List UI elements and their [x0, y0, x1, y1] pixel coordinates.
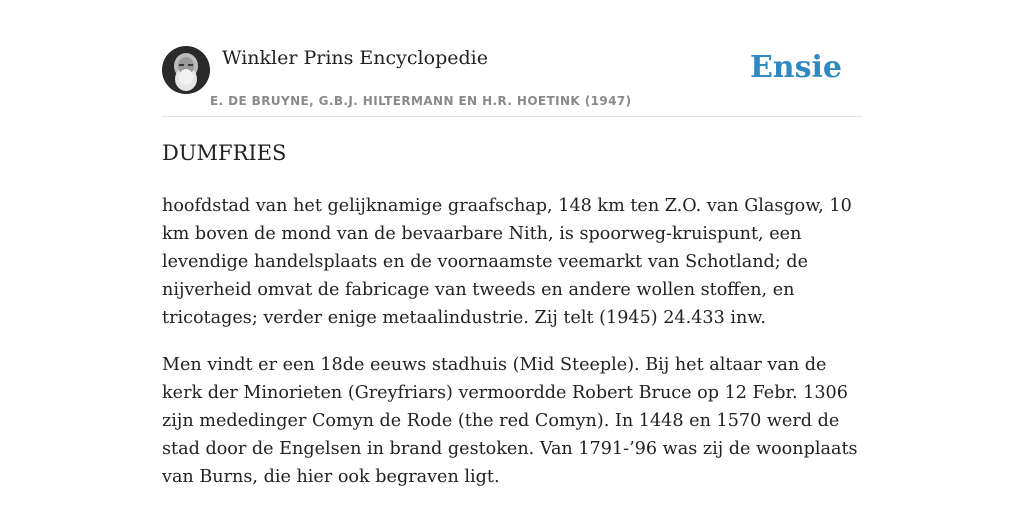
source-authors: E. DE BRUYNE, G.B.J. HILTERMANN EN H.R. HOETINK (1947) [210, 94, 632, 108]
author-avatar[interactable] [162, 46, 210, 94]
source-header [162, 46, 862, 117]
article-title: DUMFRIES [162, 141, 287, 165]
brand-logo[interactable]: Ensie [749, 50, 842, 85]
article-paragraph: Men vindt er een 18de eeuws stadhuis (Mid Steeple). Bij het altaar van de kerk der Minorieten (Greyfriars) vermoordde Robert Bruce op 12 Febr. 1306 zijn mededinger Comyn de Rode (the red Comyn). In 1448 en 1570 werd de stad door de Engelsen in brand gestoken. Van 1791-’96 was zij de woonplaats van Burns, die hier ook begraven ligt. [162, 355, 858, 487]
portrait-image [162, 46, 210, 94]
source-title[interactable]: Winkler Prins Encyclopedie [222, 47, 488, 69]
article-body [162, 192, 862, 510]
article-paragraph: hoofdstad van het gelijknamige graafschap, 148 km ten Z.O. van Glasgow, 10 km boven de mond van de bevaarbare Nith, is spoorweg-kruispunt, een levendige handelsplaats en de voornaamste veemarkt van Schotland; de nijverheid omvat de fabricage van tweeds en andere wollen stoffen, en tricotages; verder enige metaalindustrie. Zij telt (1945) 24.433 inw. [162, 196, 852, 328]
